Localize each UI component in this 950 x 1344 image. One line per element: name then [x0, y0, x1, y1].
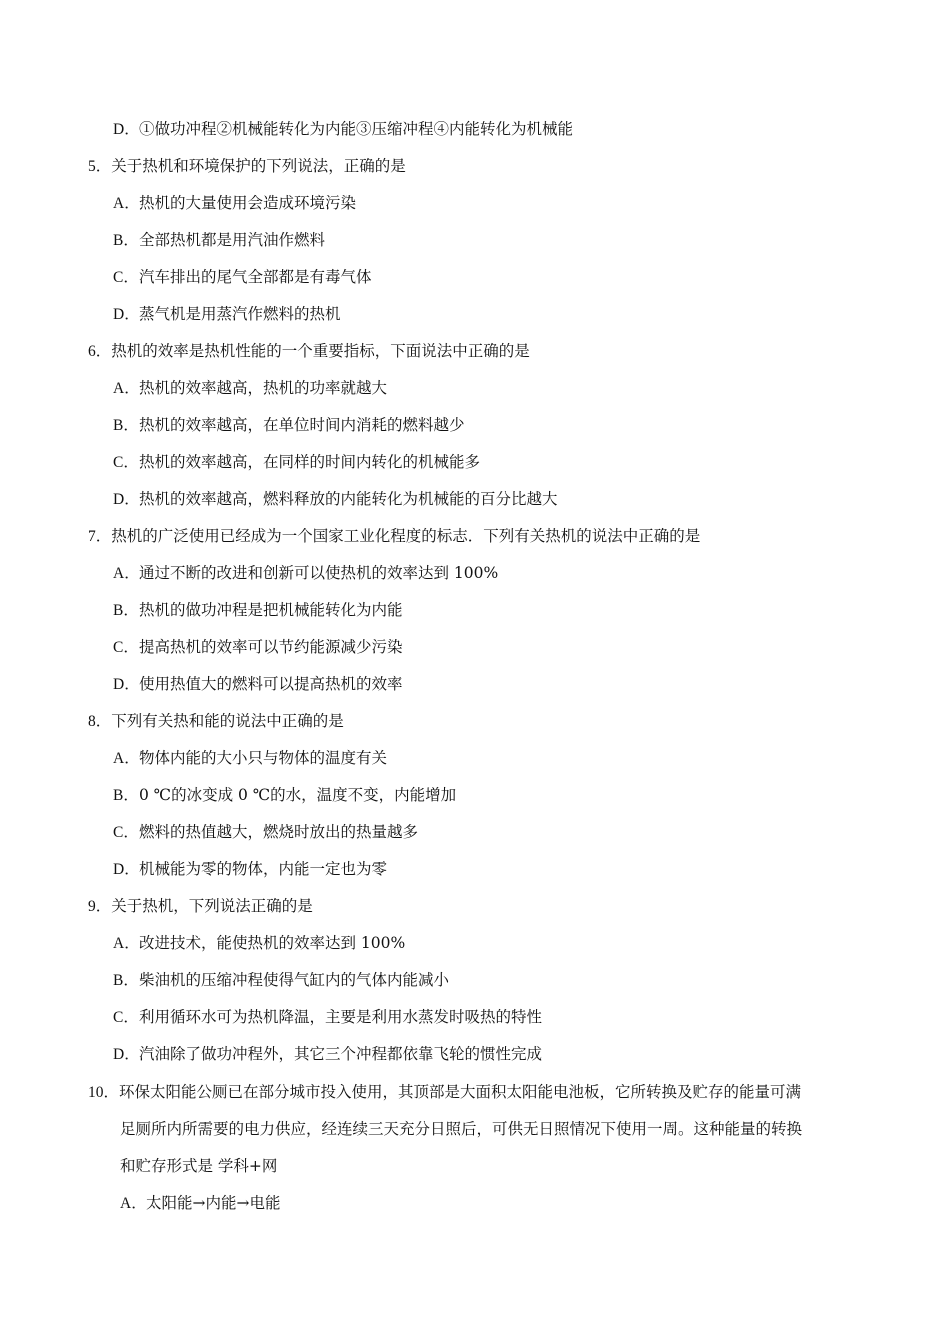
option-8-b	[113, 785, 456, 806]
option-text: 热机的做功冲程是把机械能转化为内能	[139, 601, 403, 619]
question-number: 7．	[88, 528, 112, 545]
question-8	[88, 711, 344, 732]
question-6	[88, 341, 530, 362]
option-6-b	[113, 415, 465, 436]
question-9	[88, 896, 313, 917]
option-7-a	[113, 563, 498, 584]
option-text: 柴油机的压缩冲程使得气缸内的气体内能减小	[139, 971, 450, 989]
question-7	[88, 526, 700, 547]
option-9-d	[113, 1044, 542, 1065]
question-10	[88, 1082, 801, 1103]
option-letter: C．	[113, 639, 139, 656]
option-text: 汽车排出的尾气全部都是有毒气体	[139, 268, 372, 286]
option-8-c	[113, 822, 418, 843]
option-5-a	[113, 193, 356, 214]
option-text: 蒸气机是用蒸汽作燃料的热机	[139, 305, 341, 323]
option-letter: B．	[113, 787, 139, 804]
option-letter: D．	[113, 1046, 140, 1063]
question-10-continuation-1	[120, 1119, 802, 1139]
option-letter: A．	[113, 750, 140, 767]
option-6-d	[113, 489, 558, 510]
option-5-c	[113, 267, 372, 288]
option-letter: B．	[113, 972, 139, 989]
option-text: 提高热机的效率可以节约能源减少污染	[139, 638, 403, 656]
option-8-d	[113, 859, 387, 880]
question-10-continuation-2	[120, 1156, 277, 1176]
option-text: 使用热值大的燃料可以提高热机的效率	[139, 675, 403, 693]
question-text: 环保太阳能公厕已在部分城市投入使用，其顶部是大面积太阳能电池板，它所转换及贮存的能量可满	[119, 1083, 802, 1101]
option-letter: B．	[113, 417, 139, 434]
question-number: 8．	[88, 713, 112, 730]
option-letter: A．	[113, 935, 140, 952]
option-letter: A．	[113, 380, 140, 397]
option-text: 太阳能→内能→电能	[146, 1194, 281, 1212]
option-text: 燃料的热值越大，燃烧时放出的热量越多	[139, 823, 419, 841]
option-letter: D．	[113, 676, 140, 693]
option-5-b	[113, 230, 325, 251]
option-text: 热机的效率越高，热机的功率就越大	[139, 379, 388, 397]
option-text: 全部热机都是用汽油作燃料	[139, 231, 326, 249]
option-text: 0 ℃的冰变成 0 ℃的水，温度不变，内能增加	[139, 786, 457, 804]
option-7-c	[113, 637, 403, 658]
option-text: 热机的效率越高，在同样的时间内转化的机械能多	[139, 453, 481, 471]
option-text: 物体内能的大小只与物体的温度有关	[139, 749, 388, 767]
option-letter: A．	[113, 565, 140, 582]
option-6-a	[113, 378, 387, 399]
option-7-b	[113, 600, 403, 621]
option-text: 热机的效率越高，燃料释放的内能转化为机械能的百分比越大	[139, 490, 558, 508]
option-letter: C．	[113, 269, 139, 286]
option-8-a	[113, 748, 387, 769]
option-7-d	[113, 674, 403, 695]
option-text: ①做功冲程②机械能转化为内能③压缩冲程④内能转化为机械能	[139, 120, 574, 138]
option-text: 汽油除了做功冲程外，其它三个冲程都依靠飞轮的惯性完成	[139, 1045, 543, 1063]
option-text: 热机的效率越高，在单位时间内消耗的燃料越少	[139, 416, 465, 434]
question-text: 热机的效率是热机性能的一个重要指标，下面说法中正确的是	[111, 342, 530, 360]
question-number: 10．	[88, 1084, 120, 1101]
option-text: 机械能为零的物体，内能一定也为零	[139, 860, 388, 878]
option-letter: B．	[113, 232, 139, 249]
option-letter: D．	[113, 861, 140, 878]
question-number: 6．	[88, 343, 112, 360]
option-letter: A．	[120, 1195, 147, 1212]
option-letter: D．	[113, 121, 140, 138]
question-text: 足厕所内所需要的电力供应，经连续三天充分日照后，可供无日照情况下使用一周。这种能量的转换	[120, 1120, 803, 1138]
option-6-c	[113, 452, 480, 473]
question-text: 热机的广泛使用已经成为一个国家工业化程度的标志．下列有关热机的说法中正确的是	[111, 527, 701, 545]
question-5	[88, 156, 406, 177]
option-4-d	[113, 119, 573, 140]
option-5-d	[113, 304, 341, 325]
option-9-a	[113, 933, 405, 954]
option-9-b	[113, 970, 449, 991]
option-10-a	[120, 1193, 280, 1214]
option-letter: B．	[113, 602, 139, 619]
question-number: 9．	[88, 898, 112, 915]
question-text: 关于热机，下列说法正确的是	[111, 897, 313, 915]
question-text: 下列有关热和能的说法中正确的是	[111, 712, 344, 730]
option-letter: D．	[113, 306, 140, 323]
option-letter: C．	[113, 454, 139, 471]
option-letter: D．	[113, 491, 140, 508]
question-text: 和贮存形式是 学科+网	[120, 1157, 278, 1175]
question-text: 关于热机和环境保护的下列说法，正确的是	[111, 157, 406, 175]
option-text: 利用循环水可为热机降温，主要是利用水蒸发时吸热的特性	[139, 1008, 543, 1026]
option-letter: C．	[113, 824, 139, 841]
option-letter: A．	[113, 195, 140, 212]
option-text: 改进技术，能使热机的效率达到 100%	[139, 934, 406, 952]
option-text: 热机的大量使用会造成环境污染	[139, 194, 357, 212]
option-9-c	[113, 1007, 542, 1028]
question-number: 5．	[88, 158, 112, 175]
option-letter: C．	[113, 1009, 139, 1026]
option-text: 通过不断的改进和创新可以使热机的效率达到 100%	[139, 564, 499, 582]
